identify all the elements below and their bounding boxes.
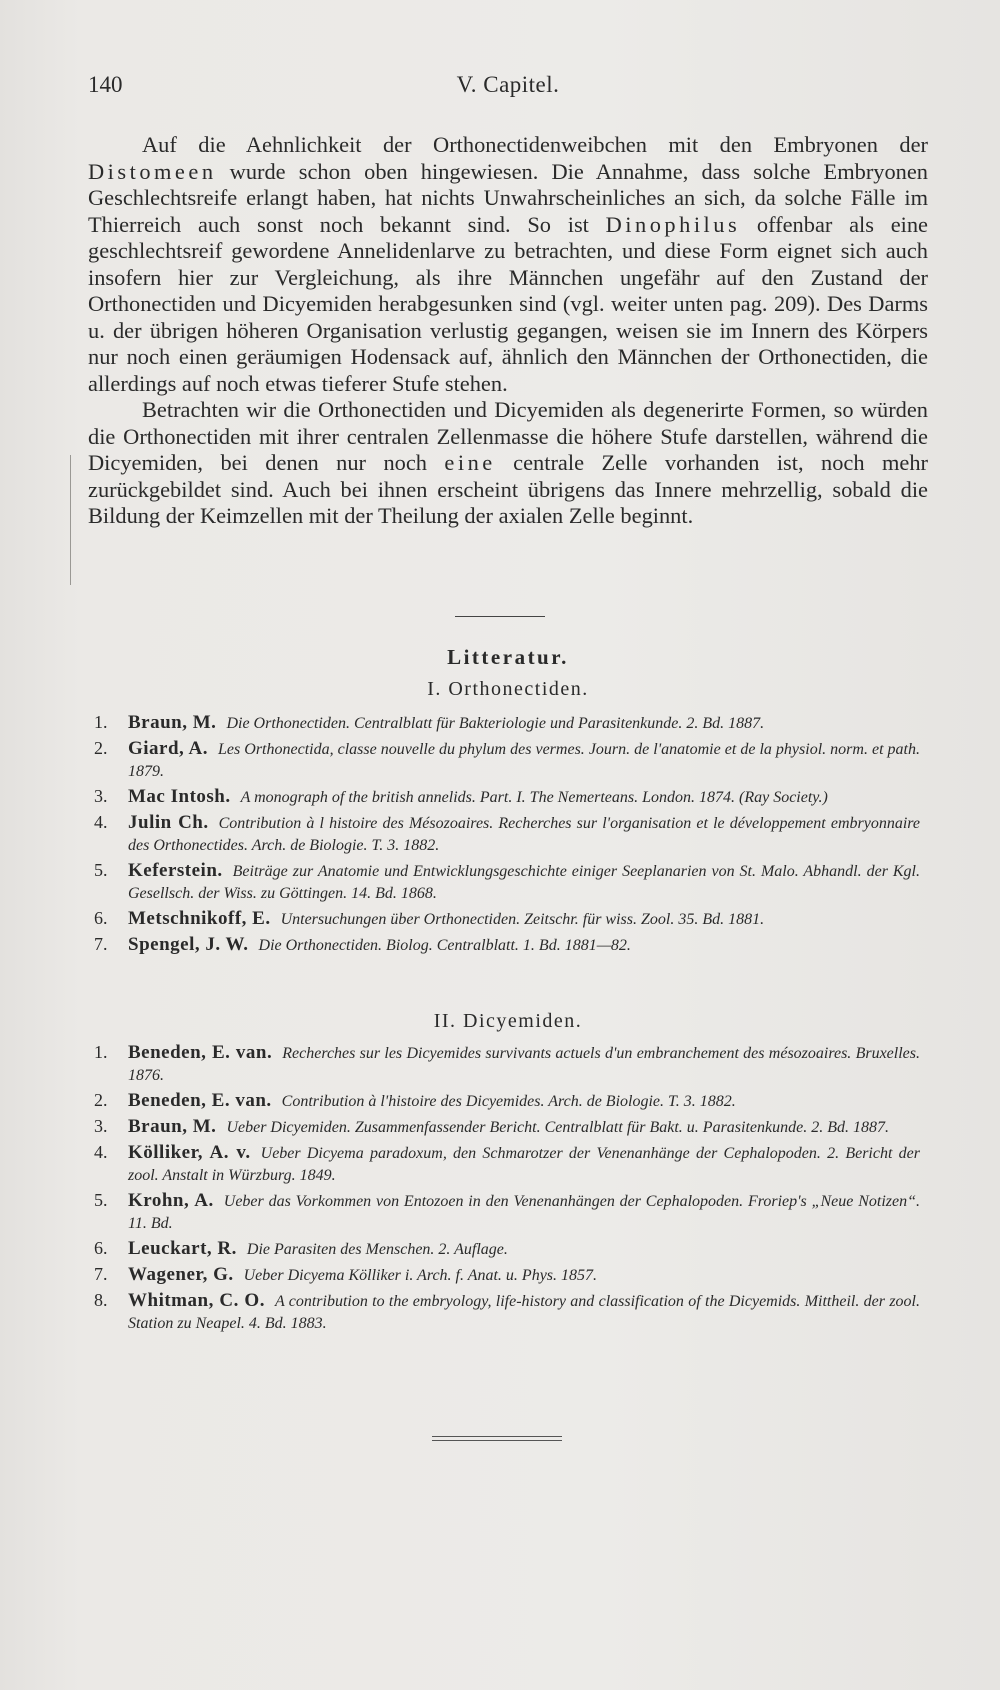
page-header: [88, 72, 928, 112]
reference-author: Julin Ch.: [128, 812, 209, 833]
reference-number: 3.: [94, 1116, 108, 1136]
reference-citation: Untersuchungen über Orthonectiden. Zeitschr. für wiss. Zool. 35. Bd. 1881.: [280, 911, 765, 928]
text-run: wurde schon oben hingewiesen. Die Annahme, dass solche Embryonen Geschlechtsreife erlangt haben, hat nichts Unwahrscheinliches an sich, da solche Fälle im Thierreich auch sonst noch bekannt sind. So ist: [88, 158, 928, 237]
reference-number: 1.: [94, 1042, 108, 1062]
paragraph-1: [88, 132, 928, 397]
section-title-orthonectiden: I. Orthonectiden.: [427, 678, 589, 700]
running-head: V. Capitel.: [456, 72, 560, 97]
reference-entry: [88, 1142, 928, 1186]
reference-entry: [88, 860, 928, 904]
reference-number: 4.: [94, 812, 108, 832]
reference-author: Braun, M.: [128, 1116, 217, 1137]
reference-entry: [88, 1090, 928, 1112]
margin-pencil-mark: [70, 455, 71, 585]
paragraph-2: [88, 397, 928, 530]
reference-citation: A contribution to the embryology, life-history and classification of the Dicyemids. Mittheil. der zool. Station zu Neapel. 4. Bd. 1883.: [128, 1293, 920, 1332]
reference-entry: [88, 1116, 928, 1138]
reference-entry: [88, 1264, 928, 1286]
text-run: Auf die Aehnlichkeit der Orthonectidenweibchen mit den Embryonen der: [142, 132, 928, 157]
reference-citation: Recherches sur les Dicyemides survivants actuels d'un embranchement des mésozoaires. Bruxelles. 1876.: [128, 1045, 921, 1084]
reference-list-orthonectiden: [88, 712, 928, 960]
reference-author: Keferstein.: [128, 860, 223, 881]
reference-list-dicyemiden: [88, 1042, 928, 1338]
reference-citation: Ueber Dicyemiden. Zusammenfassender Bericht. Centralblatt für Bakt. u. Parasitenkunde. 2. Bd. 1887.: [226, 1119, 889, 1136]
literature-title: Litteratur.: [447, 645, 569, 669]
reference-author: Metschnikoff, E.: [128, 908, 271, 929]
reference-citation: Die Orthonectiden. Centralblatt für Bakteriologie und Parasitenkunde. 2. Bd. 1887.: [226, 715, 765, 732]
reference-entry: [88, 1238, 928, 1260]
reference-number: 7.: [94, 1264, 108, 1284]
reference-number: 6.: [94, 1238, 108, 1258]
reference-author: Beneden, E. van.: [128, 1090, 272, 1111]
spaced-term-eine: eine: [444, 450, 496, 475]
reference-entry: [88, 1290, 928, 1334]
reference-entry: [88, 1042, 928, 1086]
reference-citation: Ueber das Vorkommen von Entozoen in den Venenanhängen der Cephalopoden. Froriep's „Neue Notizen“. 11. Bd.: [128, 1193, 920, 1232]
reference-entry: [88, 1190, 928, 1234]
section-title-dicyemiden: II. Dicyemiden.: [433, 1010, 583, 1032]
text-run: Betrachten wir die Orthonectiden und Dicyemiden als degenerirte Formen, so würden die Orthonectiden mit ihrer centralen Zellenmasse die höhere Stufe darstellen, während die Dicyemiden, bei denen nur noch: [88, 397, 928, 475]
end-double-rule: [432, 1436, 562, 1444]
spaced-term-distomeen: Distomeen: [88, 158, 217, 184]
reference-author: Spengel, J. W.: [128, 934, 249, 955]
reference-entry: [88, 738, 928, 782]
reference-number: 8.: [94, 1290, 108, 1310]
reference-number: 7.: [94, 934, 108, 954]
reference-entry: [88, 908, 928, 930]
reference-entry: [88, 786, 928, 808]
reference-author: Giard, A.: [128, 738, 209, 759]
reference-entry: [88, 712, 928, 734]
reference-author: Leuckart, R.: [128, 1238, 237, 1259]
reference-citation: Contribution à l histoire des Mésozoaires. Recherches sur l'organisation et le développement embryonnaire des Orthonectides. Arch. de Biologie. T. 3. 1882.: [128, 815, 921, 854]
reference-entry: [88, 812, 928, 856]
text-run: offenbar als eine geschlechtsreif gewordene Annelidenlarve zu betrachten, und diese Form eignet sich auch insofern hier zur Vergleichung, als ihre Männchen ungefähr auf den Zustand der Orthonectiden und Dicyemiden herabgesunken sind (vgl. weiter unten pag. 209). Des Darms u. der übrigen höheren Organisation verlustig gegangen, weisen sie im Innern des Körpers nur noch einen geräumigen Hodensack auf, ähnlich den Männchen der Orthonectiden, die allerdings auf noch etwas tieferer Stufe stehen.: [88, 211, 928, 396]
reference-citation: Ueber Dicyema paradoxum, den Schmarotzer der Venenanhänge der Cephalopoden. 2. Bericht der zool. Anstalt in Würzburg. 1849.: [128, 1145, 920, 1184]
reference-author: Braun, M.: [128, 712, 217, 733]
text-run: centrale Zelle vorhanden ist, noch mehr zurückgebildet sind. Auch bei ihnen erscheint übrigens das Innere mehrzellig, sobald die Bildung der Keimzellen mit der Theilung der axialen Zelle beginnt.: [88, 450, 928, 528]
reference-entry: [88, 934, 928, 956]
reference-citation: Ueber Dicyema Kölliker i. Arch. f. Anat. u. Phys. 1857.: [243, 1267, 598, 1284]
page-number: 140: [88, 72, 123, 97]
reference-citation: A monograph of the british annelids. Part. I. The Nemerteans. London. 1874. (Ray Society.): [240, 789, 828, 806]
reference-citation: Les Orthonectida, classe nouvelle du phylum des vermes. Journ. de l'anatomie et de la physiol. norm. et path. 1879.: [128, 741, 921, 780]
reference-author: Whitman, C. O.: [128, 1290, 265, 1311]
reference-citation: Beiträge zur Anatomie und Entwicklungsgeschichte einiger Seeplanarien von St. Malo. Abhandl. der Kgl. Gesellsch. der Wiss. zu Göttingen. 14. Bd. 1868.: [128, 863, 920, 902]
reference-citation: Contribution à l'histoire des Dicyemides. Arch. de Biologie. T. 3. 1882.: [281, 1093, 736, 1110]
reference-author: Mac Intosh.: [128, 786, 231, 807]
reference-number: 5.: [94, 1190, 108, 1210]
reference-number: 6.: [94, 908, 108, 928]
body-text: [88, 132, 928, 530]
spaced-term-dinophilus: Dinophilus: [605, 211, 741, 237]
reference-number: 3.: [94, 786, 108, 806]
reference-author: Beneden, E. van.: [128, 1042, 273, 1063]
reference-citation: Die Orthonectiden. Biolog. Centralblatt. 1. Bd. 1881—82.: [258, 937, 631, 954]
reference-number: 1.: [94, 712, 108, 732]
reference-citation: Die Parasiten des Menschen. 2. Auflage.: [246, 1241, 508, 1258]
reference-number: 2.: [94, 738, 108, 758]
reference-number: 2.: [94, 1090, 108, 1110]
reference-author: Krohn, A.: [128, 1190, 214, 1211]
reference-number: 4.: [94, 1142, 108, 1162]
reference-number: 5.: [94, 860, 108, 880]
reference-author: Wagener, G.: [128, 1264, 234, 1285]
section-divider: [455, 616, 545, 617]
reference-author: Kölliker, A. v.: [128, 1142, 251, 1163]
